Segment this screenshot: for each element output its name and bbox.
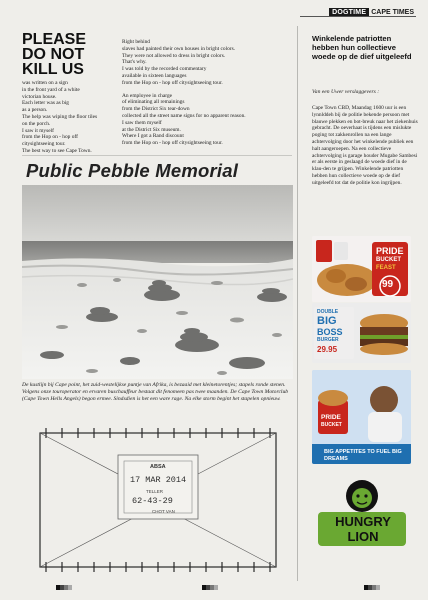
ad1-price: 99 <box>382 279 394 290</box>
ticket-footer: CHOT VAN <box>152 509 175 514</box>
ad2-line4: BURGER <box>317 337 339 343</box>
logo-line1: HUNGRY <box>335 514 391 529</box>
poem-headline: PLEASE DO NOT KILL US <box>22 31 87 78</box>
photo-caption: De kustlijn bij Cape point, het zuid-westelijkse puntje van Afrika, is bezaaid met kleinetorentjes; stapels ronde stenen. Volgens onze touroperator en ervaren buschauffeur bestaat dit fenomeen pas twee maanden. De Cape Town Motorclub (Cape Town Hells Angels) begon ermee. Sindsdien is het een ware rage. Na elke storm begint het stapelen opnieuw. <box>22 382 289 402</box>
ad3-banner: BIG APPETITES TO FUEL BIG DREAMS <box>324 449 402 462</box>
ad3-badge2: BUCKET <box>321 422 342 428</box>
section-rule <box>22 155 292 156</box>
news-byline: Van een Uwer verslaggevers : <box>312 89 380 95</box>
ticket-bank: ABSA <box>150 464 166 470</box>
paper-name: CAPE TIMES <box>371 9 414 16</box>
ticket-line: TELLER <box>146 489 164 494</box>
ad1-line1: PRIDE <box>376 246 404 256</box>
ad1-line2: BUCKET <box>376 257 401 263</box>
ad1-line3: FEAST <box>376 265 396 271</box>
ad2-line3: BOSS <box>317 327 343 337</box>
logo-line2: LION <box>347 529 379 544</box>
masthead-rule <box>300 16 416 17</box>
poem-stanza: Right behind slaves had painted their own houses in bright colors. They were not allowed to dress in bright colors. That's why. I was told by the recorded commentary available in sixteen languages from the Hop on - hop off citysightseeing tour. <box>122 39 236 86</box>
feature-title: Public Pebble Memorial <box>26 160 239 181</box>
news-body: Cape Town CBD, Maandag 1600 uur is een lynnlddeh bij de politie bekende persoon met blauwe plekken en bot-breuk naar het ziekenhuis gebracht. De oeverhaat is tijdens een mislukte poging tot zakkenrollen na een lange achtervolging door het winkelende publiek een halt aangeroepen. Na een collectieve achtervolging is garage houder Mugabe Sambesi er als eerste in geslaagd de woede dief in de klau-den te grijpen. Winkelende patriotten hebben hun collectieve woede op de dief uitgeleefd tot dat de politie kon ingrijpen. <box>312 105 418 186</box>
ad2-line2: BIG <box>317 315 337 327</box>
ad3-badge1: PRIDE <box>321 414 341 421</box>
hungry-lion-logo <box>316 478 408 548</box>
ad2-line1: DOUBLE <box>317 309 339 315</box>
ad2-price: 29.95 <box>317 345 338 354</box>
beach-cairns-photo <box>22 185 293 379</box>
news-headline: Winkelende patriotten hebben hun collectieve woede op de dief uitgeleefd <box>312 34 412 61</box>
big-boss-burger-ad <box>312 303 411 363</box>
poem-stanza: was written on a sign in the front yard of a white victorian house. Each letter was as big as a person. The help was wiping the floor tiles on the porch. I saw it myself from the Hop on - hop off citysightseeing tour. The best way to see Cape Town. <box>22 80 98 154</box>
big-appetites-ad <box>312 370 411 464</box>
poem-column-right <box>122 39 294 153</box>
poem-column-left <box>22 80 110 161</box>
section-label: DOGTIME <box>329 8 369 17</box>
ticket-date: 17 MAR 2014 <box>130 475 187 485</box>
poem-stanza: An employee in charge of eliminating all remainings from the District Six tear-down collected all the street name signs for no apparent reason. I saw them myself at the District Six museum. Where I got a Rand discount from the Hop on - hop off citysightseeing tour. <box>122 92 246 147</box>
pride-bucket-feast-ad <box>312 236 411 302</box>
ticket-code: 62-43-29 <box>132 496 173 506</box>
ticket-stamp-frame <box>32 423 284 581</box>
column-divider <box>297 26 298 581</box>
